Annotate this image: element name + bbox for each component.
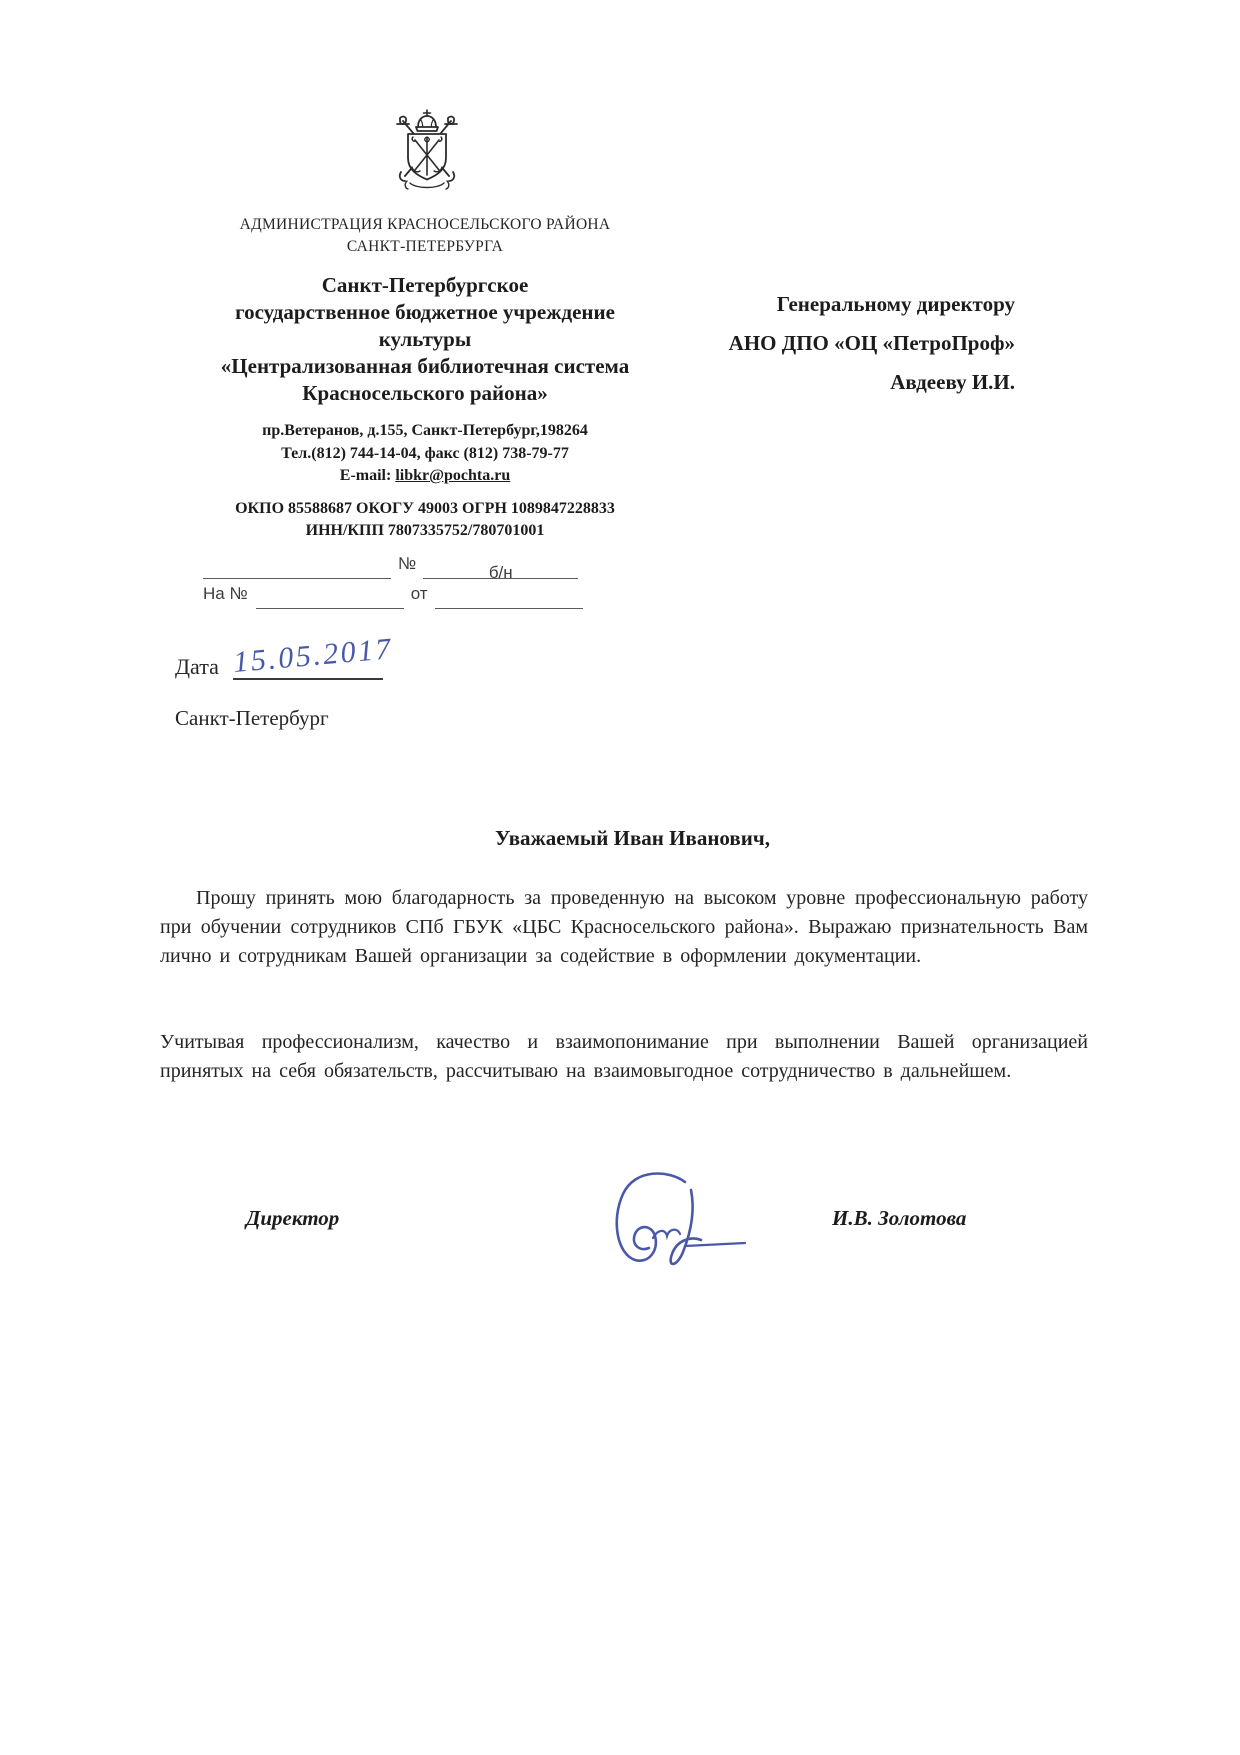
date-row: [175, 632, 395, 680]
signer-position-title: Директор: [246, 1206, 340, 1230]
recipient-name: Авдееву И.И.: [890, 370, 1015, 394]
inn-kpp-line: ИНН/КПП 7807335752/780701001: [305, 522, 545, 539]
saint-petersburg-coat-of-arms-icon: [387, 108, 467, 196]
date-underline: [231, 632, 395, 680]
letterhead-codes-block: [190, 498, 660, 542]
okpo-ogrn-line: ОКПО 85588687 ОКОГУ 49003 ОГРН 1089847228833: [235, 500, 615, 517]
email-address: libkr@pochta.ru: [395, 467, 511, 484]
incoming-number-blank-line: [256, 588, 404, 609]
body-paragraph-2: Учитывая профессионализм, качество и взаимопонимание при выполнении Вашей организацией принятых на себя обязательств, рассчитываю на взаимовыгодное сотрудничество в дальнейшем.: [160, 1031, 1088, 1082]
outgoing-number-blank-line: [203, 558, 391, 579]
postal-address: пр.Ветеранов, д.155, Санкт-Петербург,198264: [262, 422, 588, 439]
org-name-line: культуры: [378, 327, 472, 351]
letterhead-contacts-block: [190, 420, 660, 488]
org-name-line: Красносельского района»: [302, 381, 548, 405]
letterhead-admin-block: [190, 214, 660, 258]
body-paragraph-1: Прошу принять мою благодарность за проведенную на высоком уровне профессиональную работу при обучении сотрудников СПб ГБУК «ЦБС Красносельского района». Выражаю признательность Вам лично и сотрудникам Вашей организации за содействие в оформлении документации.: [160, 887, 1088, 967]
letterhead-organization-name: [190, 272, 660, 407]
admin-line-2: САНКТ-ПЕТЕРБУРГА: [346, 238, 504, 255]
handwritten-signature: [573, 1168, 763, 1286]
org-name-line: государственное бюджетное учреждение: [235, 300, 615, 324]
phone-fax-line: Тел.(812) 744-14-04, факс (812) 738-79-77: [281, 444, 569, 462]
handwritten-date: 15.05.2017: [231, 632, 395, 680]
recipient-organization: АНО ДПО «ОЦ «ПетроПроф»: [728, 331, 1015, 355]
email-line: [190, 465, 660, 488]
org-name-line: Санкт-Петербургское: [321, 273, 529, 297]
outgoing-number-value-line: б/н: [423, 558, 578, 579]
from-label: от: [410, 584, 428, 603]
recipient-block: [660, 285, 1015, 402]
city-line: Санкт-Петербург: [175, 706, 329, 730]
incoming-date-blank-line: [435, 588, 583, 609]
on-number-label: На №: [203, 584, 248, 603]
recipient-position: Генеральному директору: [776, 292, 1015, 316]
salutation: Уважаемый Иван Иванович,: [495, 826, 770, 850]
email-label: E-mail:: [339, 467, 392, 484]
incoming-number-row: [203, 579, 633, 609]
number-sign-label: №: [398, 554, 417, 573]
org-name-line: «Централизованная библиотечная система: [220, 354, 630, 378]
date-label: Дата: [175, 654, 219, 679]
outgoing-number-row: [203, 549, 633, 582]
signer-name: И.В. Золотова: [832, 1206, 967, 1230]
admin-line-1: АДМИНИСТРАЦИЯ КРАСНОСЕЛЬСКОГО РАЙОНА: [239, 216, 611, 233]
reference-number-block: [203, 549, 633, 609]
